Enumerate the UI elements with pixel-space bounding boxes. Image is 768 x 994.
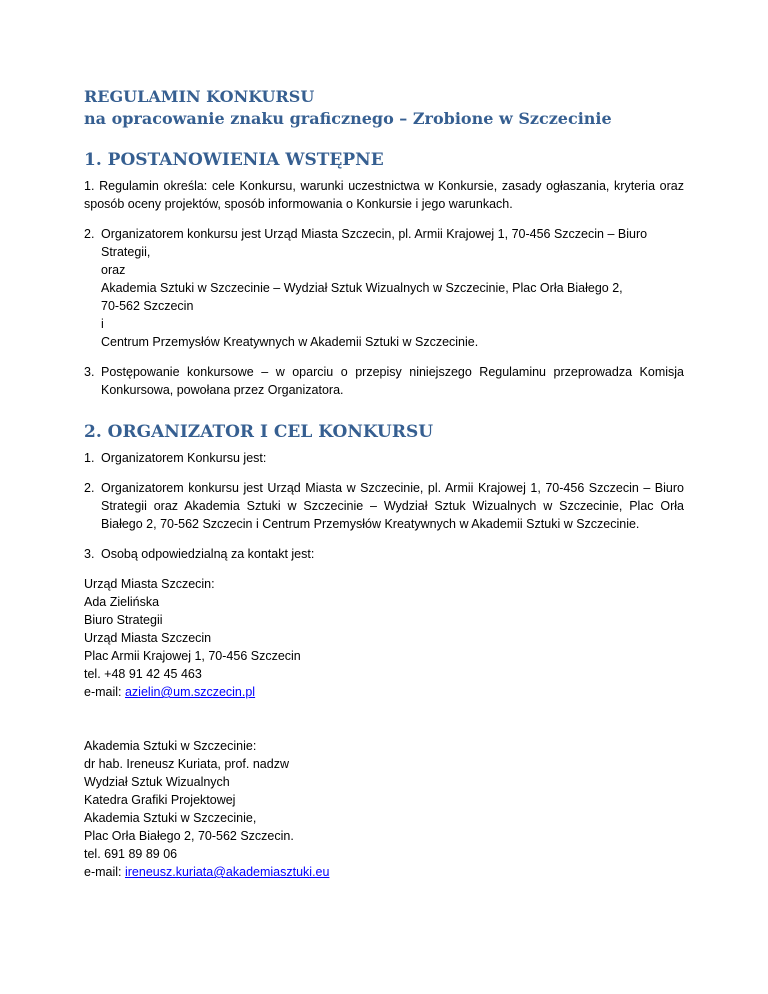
contact-block-um xyxy=(84,575,684,701)
contact-email-line xyxy=(84,863,684,881)
list-body: Osobą odpowiedzialną za kontakt jest: xyxy=(101,547,315,561)
contact-line: Plac Armii Krajowej 1, 70-456 Szczecin xyxy=(84,649,301,663)
contact-line: Akademia Sztuki w Szczecinie: xyxy=(84,739,257,753)
contact-email-line xyxy=(84,683,684,701)
item-line: 70-562 Szczecin xyxy=(101,299,194,313)
section-1-item-3 xyxy=(84,363,684,399)
list-body: Postępowanie konkursowe – w oparciu o przepisy niniejszego Regulaminu przeprowadza Komisja Konkursowa, powołana przez Organizatora. xyxy=(101,365,684,397)
list-body: Organizatorem Konkursu jest: xyxy=(101,451,267,465)
title-line-2: na opracowanie znaku graficznego – Zrobione w Szczecinie xyxy=(84,109,612,128)
contact-line: Biuro Strategii xyxy=(84,613,163,627)
section-1-item-2 xyxy=(84,225,684,351)
section-1-heading: 1. POSTANOWIENIA WSTĘPNE xyxy=(84,150,384,170)
section-2-heading: 2. ORGANIZATOR I CEL KONKURSU xyxy=(84,422,434,442)
item-line: Akademia Sztuki w Szczecinie – Wydział Sztuk Wizualnych w Szczecinie, Plac Orła Białego 2, xyxy=(101,281,623,295)
email-link-akademia[interactable]: ireneusz.kuriata@akademiasztuki.eu xyxy=(124,865,330,879)
list-number: 2. xyxy=(84,481,95,495)
email-label: e-mail: xyxy=(84,865,125,879)
item-line: Organizatorem konkursu jest Urząd Miasta Szczecin, pl. Armii Krajowej 1, 70-456 Szczecin – Biuro Strategii, xyxy=(101,227,648,259)
list-number: 2. xyxy=(84,227,95,241)
contact-line: Ada Zielińska xyxy=(84,595,160,609)
section-2-item-1 xyxy=(84,449,684,467)
list-number: 3. xyxy=(84,547,95,561)
title-line-1: REGULAMIN KONKURSU xyxy=(84,87,315,106)
contact-line: tel. 691 89 89 06 xyxy=(84,847,178,861)
contact-line: Wydział Sztuk Wizualnych xyxy=(84,775,230,789)
contact-line: Urząd Miasta Szczecin xyxy=(84,631,212,645)
email-link-um[interactable]: azielin@um.szczecin.pl xyxy=(124,685,256,699)
section-2-item-3 xyxy=(84,545,684,563)
list-body: Organizatorem konkursu jest Urząd Miasta w Szczecinie, pl. Armii Krajowej 1, 70-456 Szczecin – Biuro Strategii oraz Akademia Sztuki w Szczecinie – Wydział Sztuk Wizualnych w Szczecinie, Plac Orła Białego 2, 70-562 Szczecin i Centrum Przemysłów Kreatywnych w Akademii Sztuki w Szczecinie. xyxy=(101,481,684,531)
document-title xyxy=(84,86,684,130)
contact-line: Plac Orła Białego 2, 70-562 Szczecin. xyxy=(84,829,294,843)
contact-block-akademia xyxy=(84,737,684,881)
item-line: i xyxy=(101,317,104,331)
contact-line: dr hab. Ireneusz Kuriata, prof. nadzw xyxy=(84,757,289,771)
item-line: Centrum Przemysłów Kreatywnych w Akademii Sztuki w Szczecinie. xyxy=(101,335,479,349)
list-number: 1. xyxy=(84,451,95,465)
list-number: 3. xyxy=(84,365,95,379)
contact-line: Katedra Grafiki Projektowej xyxy=(84,793,236,807)
item-line: oraz xyxy=(101,263,126,277)
email-label: e-mail: xyxy=(84,685,125,699)
contact-line: tel. +48 91 42 45 463 xyxy=(84,667,202,681)
list-body xyxy=(101,225,684,351)
contact-line: Akademia Sztuki w Szczecinie, xyxy=(84,811,257,825)
section-1-paragraph-1: 1. Regulamin określa: cele Konkursu, warunki uczestnictwa w Konkursie, zasady ogłaszania, kryteria oraz sposób oceny projektów, sposób informowania o Konkursie i jego warunkach. xyxy=(84,179,684,211)
contact-line: Urząd Miasta Szczecin: xyxy=(84,577,215,591)
section-2-item-2 xyxy=(84,479,684,533)
